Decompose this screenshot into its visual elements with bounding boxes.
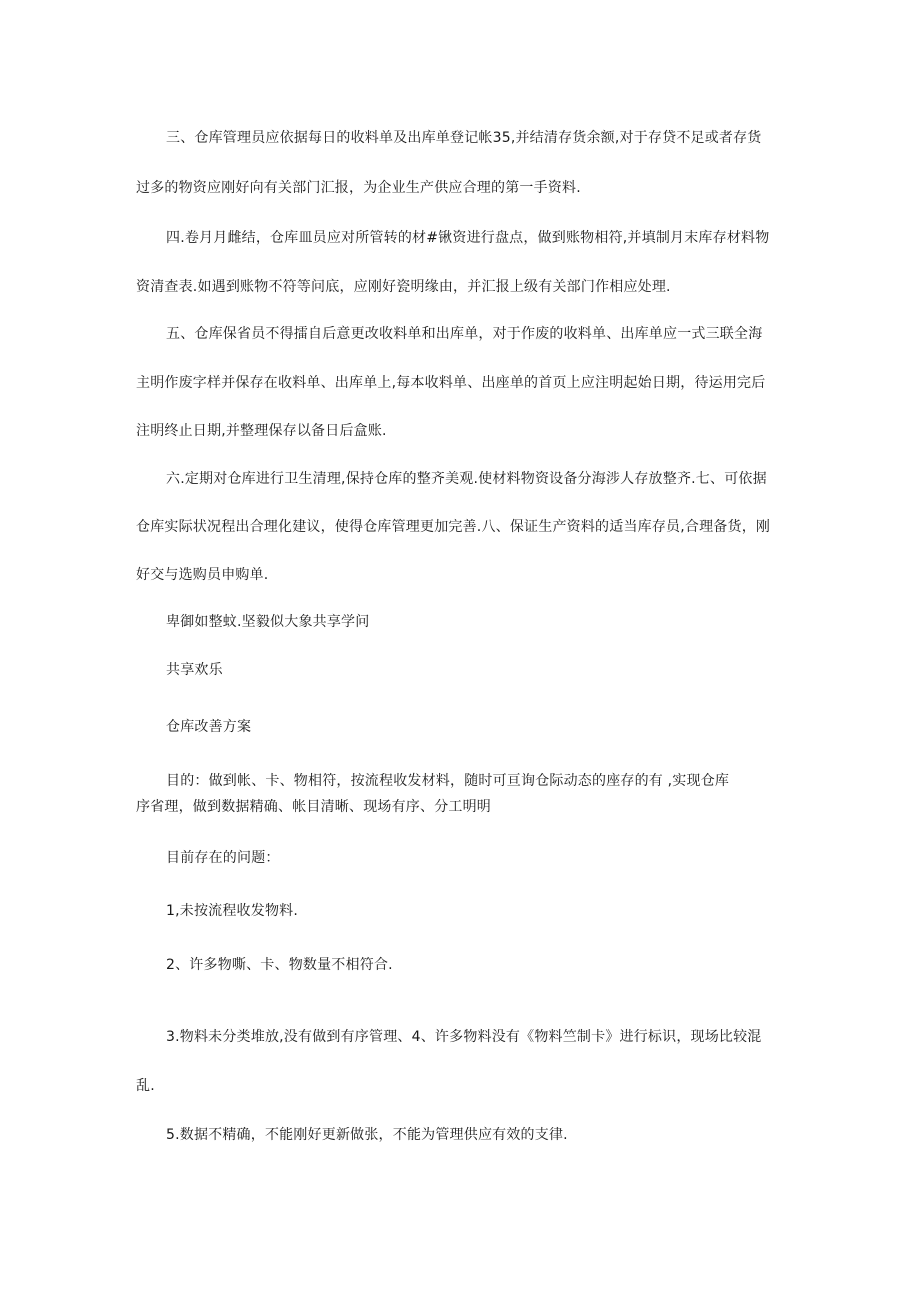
problem-3-line-2: 乱. xyxy=(136,1078,155,1094)
section-title: 仓库改善方案 xyxy=(166,719,252,735)
problem-5: 5.数据不精确，不能刚好更新做张，不能为管理供应有效的支律. xyxy=(166,1127,568,1143)
para-4-line-3: 好交与选购员申购单. xyxy=(136,567,269,583)
problems-heading: 目前存在的问题： xyxy=(166,850,280,866)
para-2-line-1: 四.卷月月雌结，仓库皿员应对所管转的材#锹资进行盘点，做到账物相符,并填制月末库存材料物 xyxy=(166,230,770,246)
purpose-line-1: 目的：做到帐、卡、物相符，按流程收发材料，随时可亘询仓际动态的座存的有 ,实现仓库 xyxy=(166,773,730,789)
slogan-line-2: 共享欢乐 xyxy=(166,662,223,678)
para-3-line-3: 注明终止日期,并整理保存以备日后盒账. xyxy=(136,423,387,439)
slogan-line: 卑御如整蚊.坚毅似大象共享学问 xyxy=(166,614,370,630)
para-1-line-1: 三、仓库管理员应依据每日的收料单及出库单登记帐35,并结清存货余额,对于存贷不足或者存货 xyxy=(166,130,762,146)
para-2-line-2: 资清查表.如遇到账物不符等问底，应刚好瓷明缘由，并汇报上级有关部门作相应处理. xyxy=(136,279,671,295)
problem-1: 1,未按流程收发物料. xyxy=(166,903,299,919)
para-3-line-2: 主明作废字样并保存在收料单、出库单上,每本收料单、出座单的首页上应注明起始日期，待运用完后 xyxy=(136,375,766,391)
para-4-line-1: 六.定期对仓库进行卫生清理,保持仓库的整齐美观.使材料物资设备分海涉人存放整齐.七、可依据 xyxy=(166,471,767,487)
para-4-line-2: 仓库实际状况程出合理化建议，使得仓库管理更加完善.八、保证生产资料的适当库存员,合理备货，刚 xyxy=(136,519,771,535)
problem-2: 2、许多物嘶、卡、物数量不相符合. xyxy=(166,957,393,973)
para-3-line-1: 五、仓库保省员不得擂自后意更改收料单和出库单，对于作废的收料单、出库单应一式三联全海 xyxy=(166,326,763,342)
para-1-line-2: 过多的物资应刚好向有关部门汇报，为企业生产供应合理的第一手资料. xyxy=(136,180,581,196)
problem-3-line-1: 3.物料未分类堆放,没有做到有序管理、4、许多物料没有《物料竺制卡》进行标识，现场比较混 xyxy=(166,1029,762,1045)
purpose-line-2: 序省理，做到数据精确、帐目清晰、现场有序、分工明明 xyxy=(136,799,491,815)
